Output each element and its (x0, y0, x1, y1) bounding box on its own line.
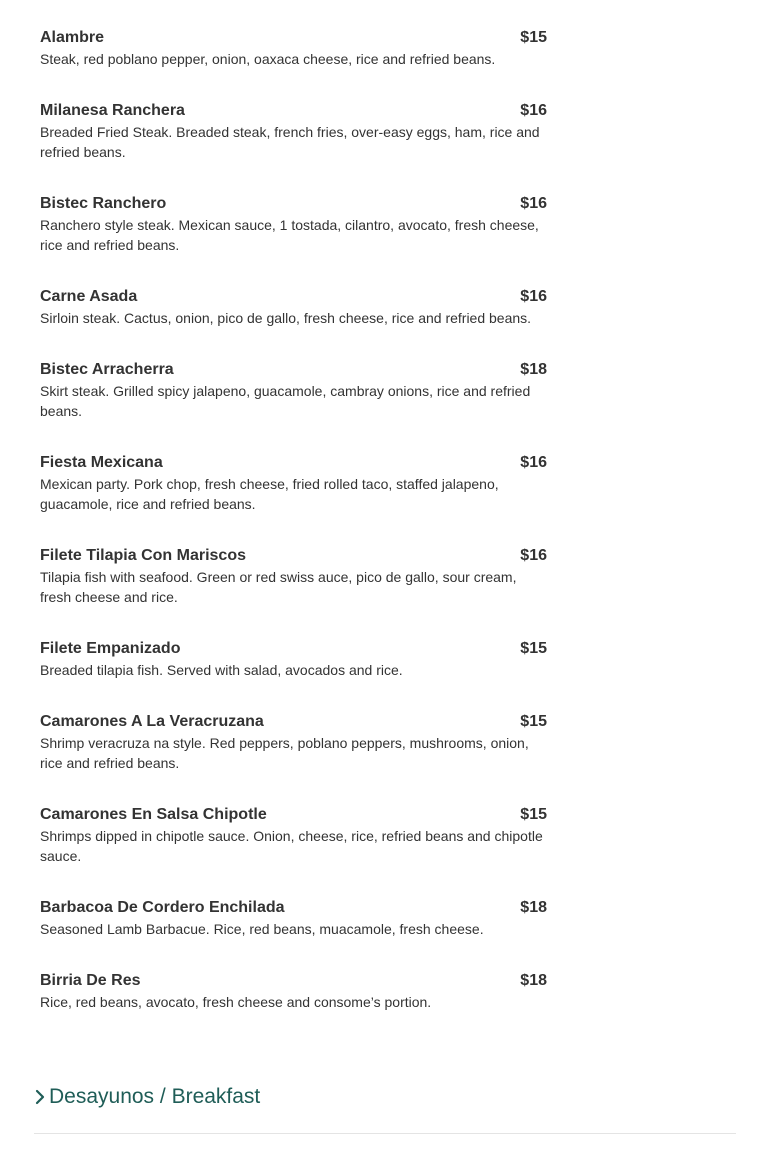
menu-item-price: $16 (520, 454, 547, 471)
menu-item-name: Camarones En Salsa Chipotle (40, 806, 267, 823)
menu-item-price: $16 (520, 195, 547, 212)
menu-item-price: $18 (520, 899, 547, 916)
menu-item (40, 711, 547, 773)
menu-item-description: Tilapia fish with seafood. Green or red swiss auce, pico de gallo, sour cream, fresh cheese and rice. (40, 569, 517, 605)
menu-item-description: Shrimps dipped in chipotle sauce. Onion, cheese, rice, refried beans and chipotle sauce. (40, 828, 543, 864)
menu-item-name: Milanesa Ranchera (40, 102, 185, 119)
menu-item (40, 897, 547, 939)
menu-item-description: Rice, red beans, avocato, fresh cheese and consome’s portion. (40, 994, 432, 1010)
menu-item (40, 638, 547, 680)
menu-item (40, 193, 547, 255)
menu-item-name: Birria De Res (40, 972, 141, 989)
menu-item (40, 359, 547, 421)
menu-item-price: $16 (520, 547, 547, 564)
menu-item-name: Filete Empanizado (40, 640, 181, 657)
menu-item-price: $15 (520, 640, 547, 657)
menu-item-header (40, 897, 547, 919)
menu-item-description: Breaded Fried Steak. Breaded steak, french fries, over-easy eggs, ham, rice and refried beans. (40, 124, 540, 160)
menu-item-header (40, 970, 547, 992)
menu-item-name: Filete Tilapia Con Mariscos (40, 547, 246, 564)
menu-item (40, 27, 547, 69)
menu-item-price: $18 (520, 361, 547, 378)
menu-item-description: Breaded tilapia fish. Served with salad, avocados and rice. (40, 662, 403, 678)
menu-item-name: Fiesta Mexicana (40, 454, 163, 471)
menu-item-header (40, 452, 547, 474)
menu-item-header (40, 193, 547, 215)
menu-item-name: Bistec Ranchero (40, 195, 167, 212)
menu-item-description: Seasoned Lamb Barbacue. Rice, red beans, muacamole, fresh cheese. (40, 921, 484, 937)
menu-item-header (40, 27, 547, 49)
menu-item-header (40, 711, 547, 733)
section-toggle-breakfast[interactable] (34, 1080, 260, 1114)
menu-item-price: $18 (520, 972, 547, 989)
menu-item-price: $16 (520, 102, 547, 119)
menu-item-description: Skirt steak. Grilled spicy jalapeno, guacamole, cambray onions, rice and refried beans. (40, 383, 531, 419)
menu-item (40, 100, 547, 162)
menu-item-header (40, 359, 547, 381)
section-title: Desayunos / Breakfast (49, 1085, 261, 1108)
section-divider (34, 1133, 736, 1134)
menu-item-header (40, 545, 547, 567)
menu-item-name: Carne Asada (40, 288, 138, 305)
menu-item-name: Barbacoa De Cordero Enchilada (40, 899, 285, 916)
menu-item-description: Sirloin steak. Cactus, onion, pico de gallo, fresh cheese, rice and refried beans. (40, 310, 532, 326)
menu-item (40, 452, 547, 514)
menu-item-price: $16 (520, 288, 547, 305)
menu-item-description: Ranchero style steak. Mexican sauce, 1 tostada, cilantro, avocato, fresh cheese, rice and refried beans. (40, 217, 539, 253)
menu-item-description: Shrimp veracruza na style. Red peppers, poblano peppers, mushrooms, onion, rice and refried beans. (40, 735, 529, 771)
chevron-right-icon (34, 1087, 47, 1107)
menu-item (40, 970, 547, 1012)
menu-item-header (40, 804, 547, 826)
menu-item-name: Camarones A La Veracruzana (40, 713, 264, 730)
menu-item-price: $15 (520, 29, 547, 46)
menu-item-description: Mexican party. Pork chop, fresh cheese, fried rolled taco, staffed jalapeno, guacamole, rice and refried beans. (40, 476, 499, 512)
menu-list (40, 0, 547, 1012)
menu-item-name: Bistec Arracherra (40, 361, 174, 378)
menu-item (40, 804, 547, 866)
menu-item (40, 286, 547, 328)
menu-item-header (40, 638, 547, 660)
menu-item-description: Steak, red poblano pepper, onion, oaxaca cheese, rice and refried beans. (40, 51, 496, 67)
menu-item-header (40, 100, 547, 122)
menu-item-price: $15 (520, 713, 547, 730)
menu-item-header (40, 286, 547, 308)
menu-item (40, 545, 547, 607)
menu-item-name: Alambre (40, 29, 105, 46)
menu-item-price: $15 (520, 806, 547, 823)
